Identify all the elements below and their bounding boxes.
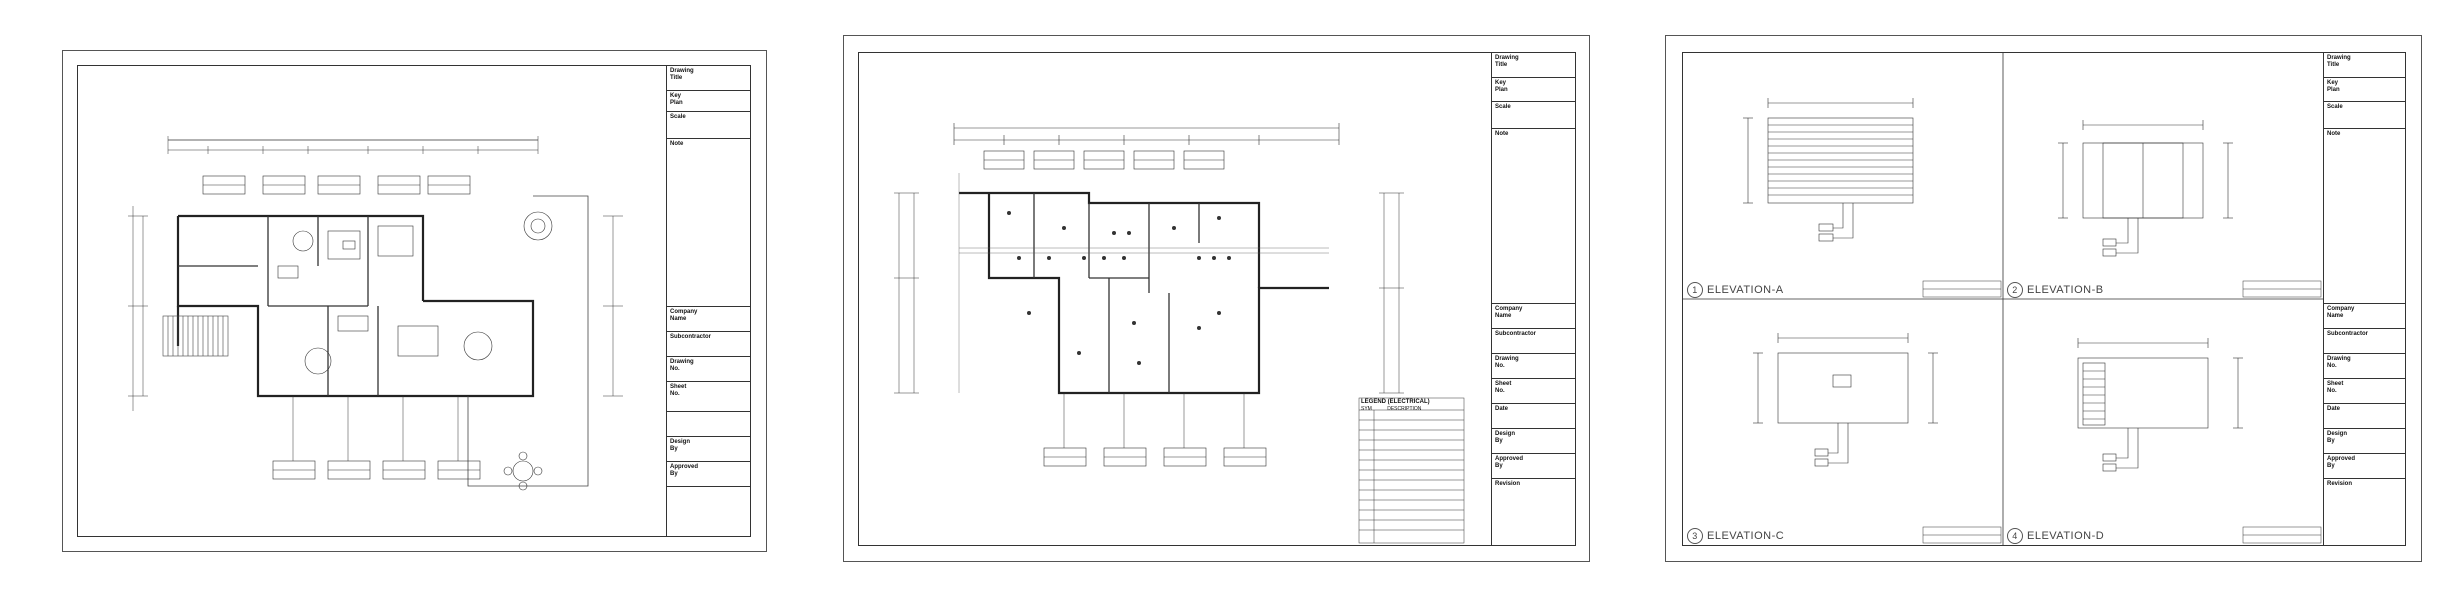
elevation-b-number: 2 (2007, 282, 2023, 298)
date-label: Date (2327, 406, 2341, 412)
sheet-no-label: Sheet No. (2327, 381, 2344, 394)
company-name-label: Company Name (670, 309, 698, 322)
drawing-title-label: Drawing Title (2327, 55, 2351, 68)
note-label: Note (1495, 131, 1509, 137)
revision-label: Revision (1495, 481, 1521, 487)
elevation-c-number: 3 (1687, 528, 1703, 544)
sheet-floor-plan (62, 50, 767, 552)
title-block (1491, 53, 1576, 545)
company-name-label: Company Name (1495, 306, 1523, 319)
elevation-d-number: 4 (2007, 528, 2023, 544)
title-block (666, 66, 751, 536)
sheet-no-label: Sheet No. (1495, 381, 1512, 394)
date-label: Date (1495, 406, 1509, 412)
electrical-plan-drawing (859, 53, 1479, 545)
electrical-legend (1361, 399, 1461, 413)
design-by-label: Design By (2327, 431, 2348, 444)
legend-col-description: DESCRIPTION (1387, 406, 1422, 412)
legend-col-symbol: SYM (1361, 406, 1372, 412)
scale-label: Scale (2327, 104, 2343, 110)
elevation-c-title (1687, 528, 1784, 544)
drawing-no-label: Drawing No. (670, 359, 694, 372)
sheet-frame (858, 52, 1576, 546)
revision-label: Revision (2327, 481, 2353, 487)
elevation-a-number: 1 (1687, 282, 1703, 298)
sheet-no-label: Sheet No. (670, 384, 687, 397)
elevation-b-label: ELEVATION-B (2027, 284, 2104, 296)
legend-title: LEGEND (ELECTRICAL) (1361, 399, 1430, 405)
title-block (2323, 53, 2406, 545)
elevation-d-title (2007, 528, 2104, 544)
sheet-frame (77, 65, 751, 537)
subcontractor-label: Subcontractor (2327, 331, 2369, 337)
scale-label: Scale (670, 114, 686, 120)
drawing-no-label: Drawing No. (2327, 356, 2351, 369)
drawing-title-label: Drawing Title (1495, 55, 1519, 68)
scale-label: Scale (1495, 104, 1511, 110)
elevation-d-label: ELEVATION-D (2027, 530, 2105, 542)
elevation-a-title (1687, 282, 1784, 298)
design-by-label: Design By (670, 439, 691, 452)
company-name-label: Company Name (2327, 306, 2355, 319)
floor-plan-drawing (78, 66, 658, 536)
drawing-title-label: Drawing Title (670, 68, 694, 81)
key-plan-label: Key Plan (670, 93, 683, 106)
elevation-b-title (2007, 282, 2104, 298)
sheet-frame (1682, 52, 2406, 546)
note-label: Note (670, 141, 684, 147)
approved-by-label: Approved By (670, 464, 699, 477)
sheet-electrical-plan (843, 35, 1590, 562)
approved-by-label: Approved By (2327, 456, 2356, 469)
key-plan-label: Key Plan (2327, 80, 2340, 93)
elevations-drawing (1683, 53, 2323, 545)
elevation-a-label: ELEVATION-A (1707, 284, 1784, 296)
elevation-c-label: ELEVATION-C (1707, 530, 1785, 542)
subcontractor-label: Subcontractor (670, 334, 712, 340)
sheet-elevations (1665, 35, 2422, 562)
key-plan-label: Key Plan (1495, 80, 1508, 93)
drawing-no-label: Drawing No. (1495, 356, 1519, 369)
approved-by-label: Approved By (1495, 456, 1524, 469)
design-by-label: Design By (1495, 431, 1516, 444)
note-label: Note (2327, 131, 2341, 137)
subcontractor-label: Subcontractor (1495, 331, 1537, 337)
